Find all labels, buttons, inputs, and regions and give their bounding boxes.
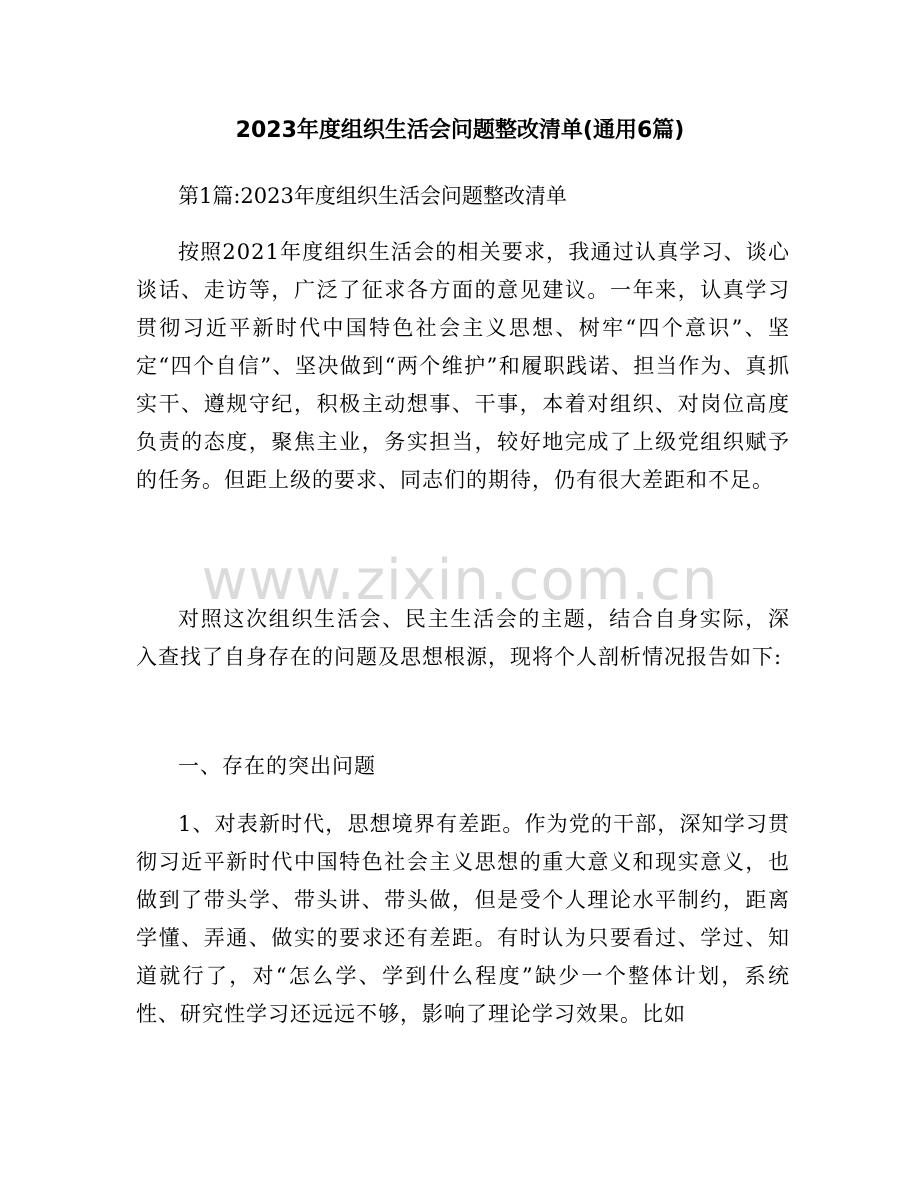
section-heading: 一、存在的突出问题 (178, 754, 376, 778)
document-title: 2023年度组织生活会问题整改清单(通用6篇) (235, 118, 685, 143)
paragraph-contrast: 对照这次组织生活会、民主生活会的主题，结合自身实际，深入查找了自身存在的问题及思想根源，现将个人剖析情况报告如下: (136, 607, 790, 669)
paragraph-intro: 按照2021年度组织生活会的相关要求，我通过认真学习、谈心谈话、走访等，广泛了征求各方面的意见建议。一年来，认真学习贯彻习近平新时代中国特色社会主义思想、树牢“四个意识”、坚定“四个自信”、坚决做到“两个维护”和履职践诺、担当作为、真抓实干、遵规守纪，积极主动想事、干事，本着对组织、对岗位高度负责的态度，聚焦主业，务实担当，较好地完成了上级党组织赋予的任务。但距上级的要求、同志们的期待，仍有很大差距和不足。 (136, 240, 790, 492)
paragraph-issue-1: 1、对表新时代，思想境界有差距。作为党的干部，深知学习贯彻习近平新时代中国特色社会主义思想的重大意义和现实意义，也做到了带头学、带头讲、带头做，但是受个人理论水平制约，距离学懂、弄通、做实的要求还有差距。有时认为只要看过、学过、知道就行了，对“怎么学、学到什么程度”缺少一个整体计划，系统性、研究性学习还远远不够，影响了理论学习效果。比如 (136, 812, 790, 1026)
document-subtitle: 第1篇:2023年度组织生活会问题整改清单 (178, 184, 567, 208)
watermark-text: www.zixin.com.cn (201, 548, 719, 613)
